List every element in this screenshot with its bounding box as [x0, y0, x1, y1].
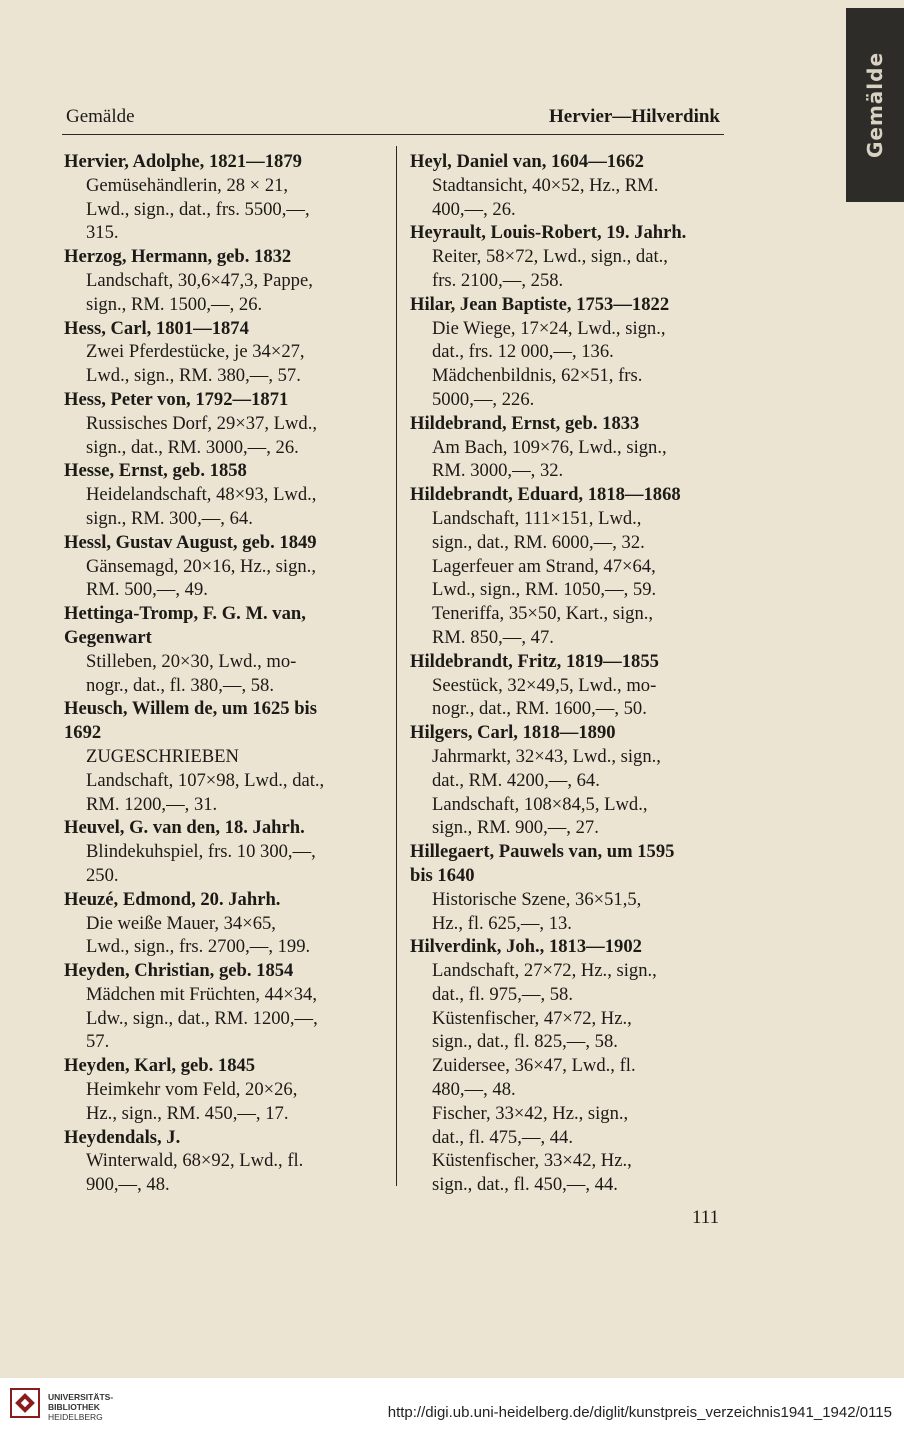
- artwork-line: 5000,—, 226.: [432, 388, 535, 410]
- artwork-line: 400,—, 26.: [432, 198, 516, 220]
- artist-name: Hildebrand, Ernst, geb. 1833: [410, 412, 640, 434]
- artwork-line: Teneriffa, 35×50, Kart., sign.,: [432, 603, 654, 625]
- catalog-entry: [410, 412, 724, 483]
- side-tab-label: Gemälde: [863, 51, 887, 159]
- catalog-entry: [64, 245, 382, 316]
- artwork-line: Landschaft, 111×151, Lwd.,: [432, 507, 642, 529]
- artwork-line: Heimkehr vom Feld, 20×26,: [86, 1079, 298, 1101]
- artist-name: Heyden, Karl, geb. 1845: [64, 1055, 256, 1077]
- artwork-line: Die Wiege, 17×24, Lwd., sign.,: [432, 317, 666, 339]
- header-rule: [62, 134, 724, 135]
- artist-name: Heydendals, J.: [64, 1126, 181, 1148]
- artist-name: Hettinga-Tromp, F. G. M. van,: [64, 603, 306, 625]
- artwork-line: sign., dat., RM. 6000,—, 32.: [432, 531, 645, 553]
- artist-name: Hillegaert, Pauwels van, um 1595: [410, 841, 675, 863]
- catalog-entry: [410, 150, 724, 221]
- artwork-line: frs. 2100,—, 258.: [432, 269, 564, 291]
- artwork-line: dat., frs. 12 000,—, 136.: [432, 341, 614, 363]
- artwork-line: dat., RM. 4200,—, 64.: [432, 769, 600, 791]
- artwork-line: sign., RM. 300,—, 64.: [86, 507, 253, 529]
- artwork-line: Fischer, 33×42, Hz., sign.,: [432, 1102, 629, 1124]
- library-logo-icon: [10, 1388, 40, 1418]
- artwork-line: Zwei Pferdestücke, je 34×27,: [86, 341, 305, 363]
- catalog-entry: [64, 317, 382, 388]
- running-head-left: Gemälde: [66, 106, 135, 127]
- catalog-entry: [64, 602, 382, 697]
- artwork-line: Zuidersee, 36×47, Lwd., fl.: [432, 1055, 636, 1077]
- logo-line: HEIDELBERG: [48, 1412, 103, 1422]
- artwork-line: sign., dat., fl. 825,—, 58.: [432, 1031, 618, 1053]
- artist-name: Heuvel, G. van den, 18. Jahrh.: [64, 817, 305, 839]
- artwork-line: Landschaft, 30,6×47,3, Pappe,: [86, 269, 313, 291]
- artist-name: Hess, Carl, 1801—1874: [64, 317, 249, 339]
- catalog-entry: [64, 388, 382, 459]
- catalog-entry: [410, 840, 724, 935]
- artist-name: Hesse, Ernst, geb. 1858: [64, 460, 247, 482]
- artwork-line: Mädchen mit Früchten, 44×34,: [86, 983, 317, 1005]
- artwork-line: Lwd., sign., RM. 380,—, 57.: [86, 365, 301, 387]
- right-column: [410, 150, 724, 1197]
- artwork-line: Küstenfischer, 33×42, Hz.,: [432, 1150, 632, 1172]
- artist-name: Hilgers, Carl, 1818—1890: [410, 722, 616, 744]
- artwork-line: sign., dat., RM. 3000,—, 26.: [86, 436, 299, 458]
- catalog-entry: [64, 959, 382, 1054]
- left-column: [64, 150, 382, 1197]
- library-logo-text: [48, 1392, 113, 1422]
- artwork-line: sign., RM. 1500,—, 26.: [86, 293, 263, 315]
- artwork-line: dat., fl. 975,—, 58.: [432, 983, 573, 1005]
- artwork-line: RM. 850,—, 47.: [432, 626, 554, 648]
- artwork-line: 250.: [86, 864, 119, 886]
- artwork-line: Heidelandschaft, 48×93, Lwd.,: [86, 484, 317, 506]
- artwork-line: Seestück, 32×49,5, Lwd., mo-: [432, 674, 657, 696]
- artwork-line: Lagerfeuer am Strand, 47×64,: [432, 555, 656, 577]
- column-divider: [396, 146, 397, 1186]
- artwork-line: Stilleben, 20×30, Lwd., mo-: [86, 650, 297, 672]
- catalog-entry: [64, 459, 382, 530]
- artist-name: Hildebrandt, Fritz, 1819—1855: [410, 650, 659, 672]
- artist-name-continued: Gegenwart: [64, 626, 152, 648]
- artist-name: Herzog, Hermann, geb. 1832: [64, 246, 292, 268]
- artwork-line: RM. 1200,—, 31.: [86, 793, 218, 815]
- artwork-line: Blindekuhspiel, frs. 10 300,—,: [86, 841, 316, 863]
- artwork-line: Am Bach, 109×76, Lwd., sign.,: [432, 436, 667, 458]
- artist-name: Heuzé, Edmond, 20. Jahrh.: [64, 888, 281, 910]
- logo-line: BIBLIOTHEK: [48, 1402, 100, 1412]
- artwork-line: sign., dat., fl. 450,—, 44.: [432, 1174, 618, 1196]
- artist-name-continued: 1692: [64, 722, 102, 744]
- artwork-line: Die weiße Mauer, 34×65,: [86, 912, 276, 934]
- artwork-line: Russisches Dorf, 29×37, Lwd.,: [86, 412, 318, 434]
- artwork-line: Lwd., sign., frs. 2700,—, 199.: [86, 936, 311, 958]
- artist-name: Hildebrandt, Eduard, 1818—1868: [410, 484, 681, 506]
- artist-name: Hervier, Adolphe, 1821—1879: [64, 151, 302, 172]
- artwork-line: Historische Szene, 36×51,5,: [432, 888, 642, 910]
- artwork-line: Landschaft, 27×72, Hz., sign.,: [432, 960, 657, 982]
- catalog-entry: [64, 150, 382, 245]
- catalog-entry: [410, 721, 724, 840]
- catalog-entry: [64, 1054, 382, 1125]
- artwork-line: dat., fl. 475,—, 44.: [432, 1126, 573, 1148]
- artist-name: Heyl, Daniel van, 1604—1662: [410, 151, 644, 172]
- artwork-line: Ldw., sign., dat., RM. 1200,—,: [86, 1007, 318, 1029]
- catalog-entry: [64, 531, 382, 602]
- artist-name: Hessl, Gustav August, geb. 1849: [64, 531, 317, 553]
- artwork-line: nogr., dat., RM. 1600,—, 50.: [432, 698, 647, 720]
- artwork-line: sign., RM. 900,—, 27.: [432, 817, 599, 839]
- artist-name: Heyrault, Louis-Robert, 19. Jahrh.: [410, 222, 687, 244]
- logo-line: UNIVERSITÄTS-: [48, 1392, 114, 1402]
- catalog-entry: [64, 697, 382, 816]
- artwork-line: 900,—, 48.: [86, 1174, 170, 1196]
- artwork-line: nogr., dat., fl. 380,—, 58.: [86, 674, 274, 696]
- catalog-entry: [64, 1126, 382, 1197]
- page-number: 111: [692, 1207, 720, 1228]
- artwork-line: 315.: [86, 222, 119, 244]
- artwork-line: Gänsemagd, 20×16, Hz., sign.,: [86, 555, 316, 577]
- artwork-line: Mädchenbildnis, 62×51, frs.: [432, 365, 643, 387]
- artwork-line: Lwd., sign., RM. 1050,—, 59.: [432, 579, 657, 601]
- artwork-line: Stadtansicht, 40×52, Hz., RM.: [432, 174, 659, 196]
- artist-name: Hilverdink, Joh., 1813—1902: [410, 936, 642, 958]
- artwork-line: 480,—, 48.: [432, 1079, 516, 1101]
- artwork-line: Jahrmarkt, 32×43, Lwd., sign.,: [432, 745, 661, 767]
- running-head-right: Hervier—Hilverdink: [549, 106, 720, 127]
- catalog-entry: [64, 816, 382, 887]
- artwork-line: Winterwald, 68×92, Lwd., fl.: [86, 1150, 304, 1172]
- artwork-line: Hz., sign., RM. 450,—, 17.: [86, 1102, 289, 1124]
- catalog-entry: [410, 221, 724, 292]
- artwork-line: 57.: [86, 1031, 110, 1053]
- artwork-line: Reiter, 58×72, Lwd., sign., dat.,: [432, 246, 668, 268]
- catalog-entry: [410, 935, 724, 1197]
- catalog-entry: [410, 650, 724, 721]
- catalog-entry: [410, 483, 724, 650]
- catalog-entry: [64, 888, 382, 959]
- artwork-line: ZUGESCHRIEBEN: [86, 745, 239, 767]
- artwork-line: Hz., fl. 625,—, 13.: [432, 912, 572, 934]
- artwork-line: RM. 3000,—, 32.: [432, 460, 564, 482]
- artwork-line: Landschaft, 108×84,5, Lwd.,: [432, 793, 648, 815]
- artist-name: Heyden, Christian, geb. 1854: [64, 960, 294, 982]
- artist-name-continued: bis 1640: [410, 864, 475, 886]
- artist-name: Hess, Peter von, 1792—1871: [64, 388, 289, 410]
- artwork-line: Küstenfischer, 47×72, Hz.,: [432, 1007, 632, 1029]
- artwork-line: Gemüsehändlerin, 28 × 21,: [86, 174, 289, 196]
- artwork-line: Landschaft, 107×98, Lwd., dat.,: [86, 769, 325, 791]
- source-url: http://digi.ub.uni-heidelberg.de/diglit/kunstpreis_verzeichnis1941_1942/0115: [387, 1404, 892, 1421]
- artwork-line: Lwd., sign., dat., frs. 5500,—,: [86, 198, 310, 220]
- catalog-entry: [410, 293, 724, 412]
- artist-name: Heusch, Willem de, um 1625 bis: [64, 698, 317, 720]
- artwork-line: RM. 500,—, 49.: [86, 579, 208, 601]
- artist-name: Hilar, Jean Baptiste, 1753—1822: [410, 293, 670, 315]
